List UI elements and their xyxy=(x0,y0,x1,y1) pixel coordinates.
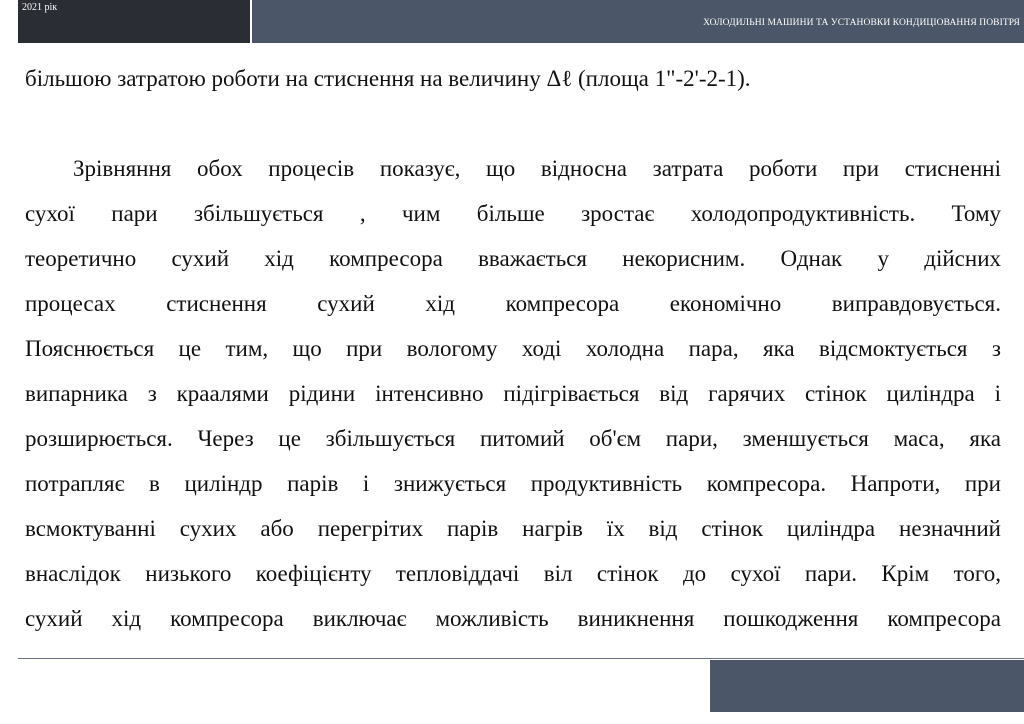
paragraph-line: всмоктуванні сухих або перегрітих парів нагрів їх від стінок циліндра незначний xyxy=(25,516,1001,541)
body-first-line: більшою затратою роботи на стиснення на величину Δℓ (площа 1"-2'-2-1). xyxy=(25,66,751,91)
paragraph-line: Пояснюється це тим, що при вологому ході холодна пара, яка відсмоктується з xyxy=(25,336,1001,361)
paragraph-line: сухої пари збільшується , чим більше зростає холодопродуктивність. Тому xyxy=(25,201,1001,226)
header-left-block xyxy=(18,0,250,43)
footer-divider xyxy=(18,658,1024,659)
footer-block xyxy=(710,660,1024,712)
paragraph-line: процесах стиснення сухий хід компресора економічно виправдовується. xyxy=(25,291,1001,316)
paragraph-line: розширюється. Через це збільшується питомий об'єм пари, зменшується маса, яка xyxy=(25,426,1001,451)
paragraph xyxy=(25,146,1001,641)
paragraph-line: Зрівняння обох процесів показує, що відносна затрата роботи при стисненні xyxy=(73,156,1001,181)
header-year: 2021 рік xyxy=(22,2,58,13)
paragraph-line: внаслідок низького коефіцієнту тепловіддачі віл стінок до сухої пари. Крім того, xyxy=(25,561,1001,586)
paragraph-line: випарника з краалями рідини інтенсивно підігрівається від гарячих стінок циліндра і xyxy=(25,381,1001,406)
paragraph-gap xyxy=(25,101,1001,146)
page-body xyxy=(25,56,1001,641)
paragraph-line: теоретично сухий хід компресора вважається некорисним. Однак у дійсних xyxy=(25,246,1001,271)
header-title: ХОЛОДИЛЬНІ МАШИНИ ТА УСТАНОВКИ КОНДИЦІОВАННЯ ПОВІТРЯ xyxy=(703,18,1020,28)
header-right-block xyxy=(252,0,1024,43)
paragraph-line: потрапляє в циліндр парів і знижується продуктивність компресора. Напроти, при xyxy=(25,471,1001,496)
paragraph-line: сухий хід компресора виключає можливість виникнення пошкодження компресора xyxy=(25,606,1001,631)
